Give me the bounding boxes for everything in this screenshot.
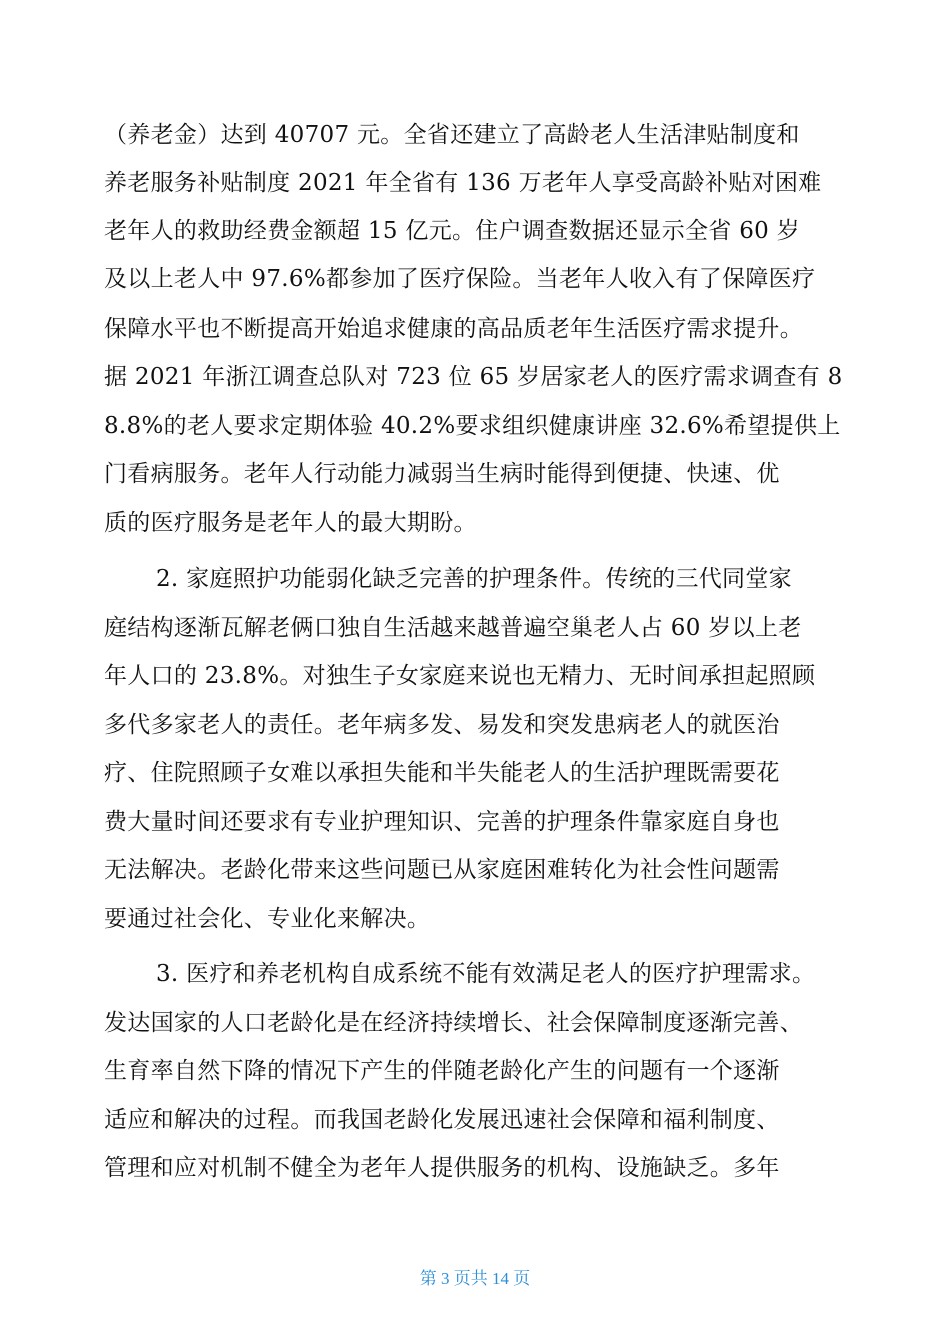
text-line: 老年人的救助经费金额超 15 亿元。住户调查数据还显示全省 60 岁 (104, 218, 800, 244)
text-line: 质的医疗服务是老年人的最大期盼。 (104, 510, 477, 536)
text-line: 费大量时间还要求有专业护理知识、完善的护理条件靠家庭自身也 (104, 809, 780, 835)
text-line: 生育率自然下降的情况下产生的伴随老龄化产生的问题有一个逐渐 (104, 1058, 780, 1084)
text-line: 管理和应对机制不健全为老年人提供服务的机构、设施缺乏。多年 (104, 1155, 780, 1181)
text-line: 门看病服务。老年人行动能力减弱当生病时能得到便捷、快速、优 (104, 461, 780, 487)
text-line: 庭结构逐渐瓦解老俩口独自生活越来越普遍空巢老人占 60 岁以上老 (104, 615, 802, 641)
text-line: 及以上老人中 97.6%都参加了医疗保险。当老年人收入有了保障医疗 (104, 266, 816, 292)
text-line: 3. 医疗和养老机构自成系统不能有效满足老人的医疗护理需求。 (156, 961, 816, 987)
text-line: 保障水平也不断提高开始追求健康的高品质老年生活医疗需求提升。 (104, 316, 803, 342)
text-line: （养老金）达到 40707 元。全省还建立了高龄老人生活津贴制度和 (104, 122, 800, 148)
text-line: 要通过社会化、专业化来解决。 (104, 906, 431, 932)
text-line: 疗、住院照顾子女难以承担失能和半失能老人的生活护理既需要花 (104, 760, 780, 786)
text-line: 2. 家庭照护功能弱化缺乏完善的护理条件。传统的三代同堂家 (156, 566, 792, 592)
text-line: 养老服务补贴制度 2021 年全省有 136 万老年人享受高龄补贴对困难 (104, 170, 822, 196)
page-number: 第 3 页共 14 页 (419, 1269, 531, 1288)
text-line: 据 2021 年浙江调查总队对 723 位 65 岁居家老人的医疗需求调查有 8 (104, 364, 843, 390)
text-line: 8.8%的老人要求定期体验 40.2%要求组织健康讲座 32.6%希望提供上 (104, 413, 841, 439)
text-line: 多代多家老人的责任。老年病多发、易发和突发患病老人的就医治 (104, 712, 780, 738)
text-line: 适应和解决的过程。而我国老龄化发展迅速社会保障和福利制度、 (104, 1107, 780, 1133)
text-line: 发达国家的人口老龄化是在经济持续增长、社会保障制度逐渐完善、 (104, 1010, 803, 1036)
text-line: 年人口的 23.8%。对独生子女家庭来说也无精力、无时间承担起照顾 (104, 663, 816, 689)
text-line: 无法解决。老龄化带来这些问题已从家庭困难转化为社会性问题需 (104, 857, 780, 883)
